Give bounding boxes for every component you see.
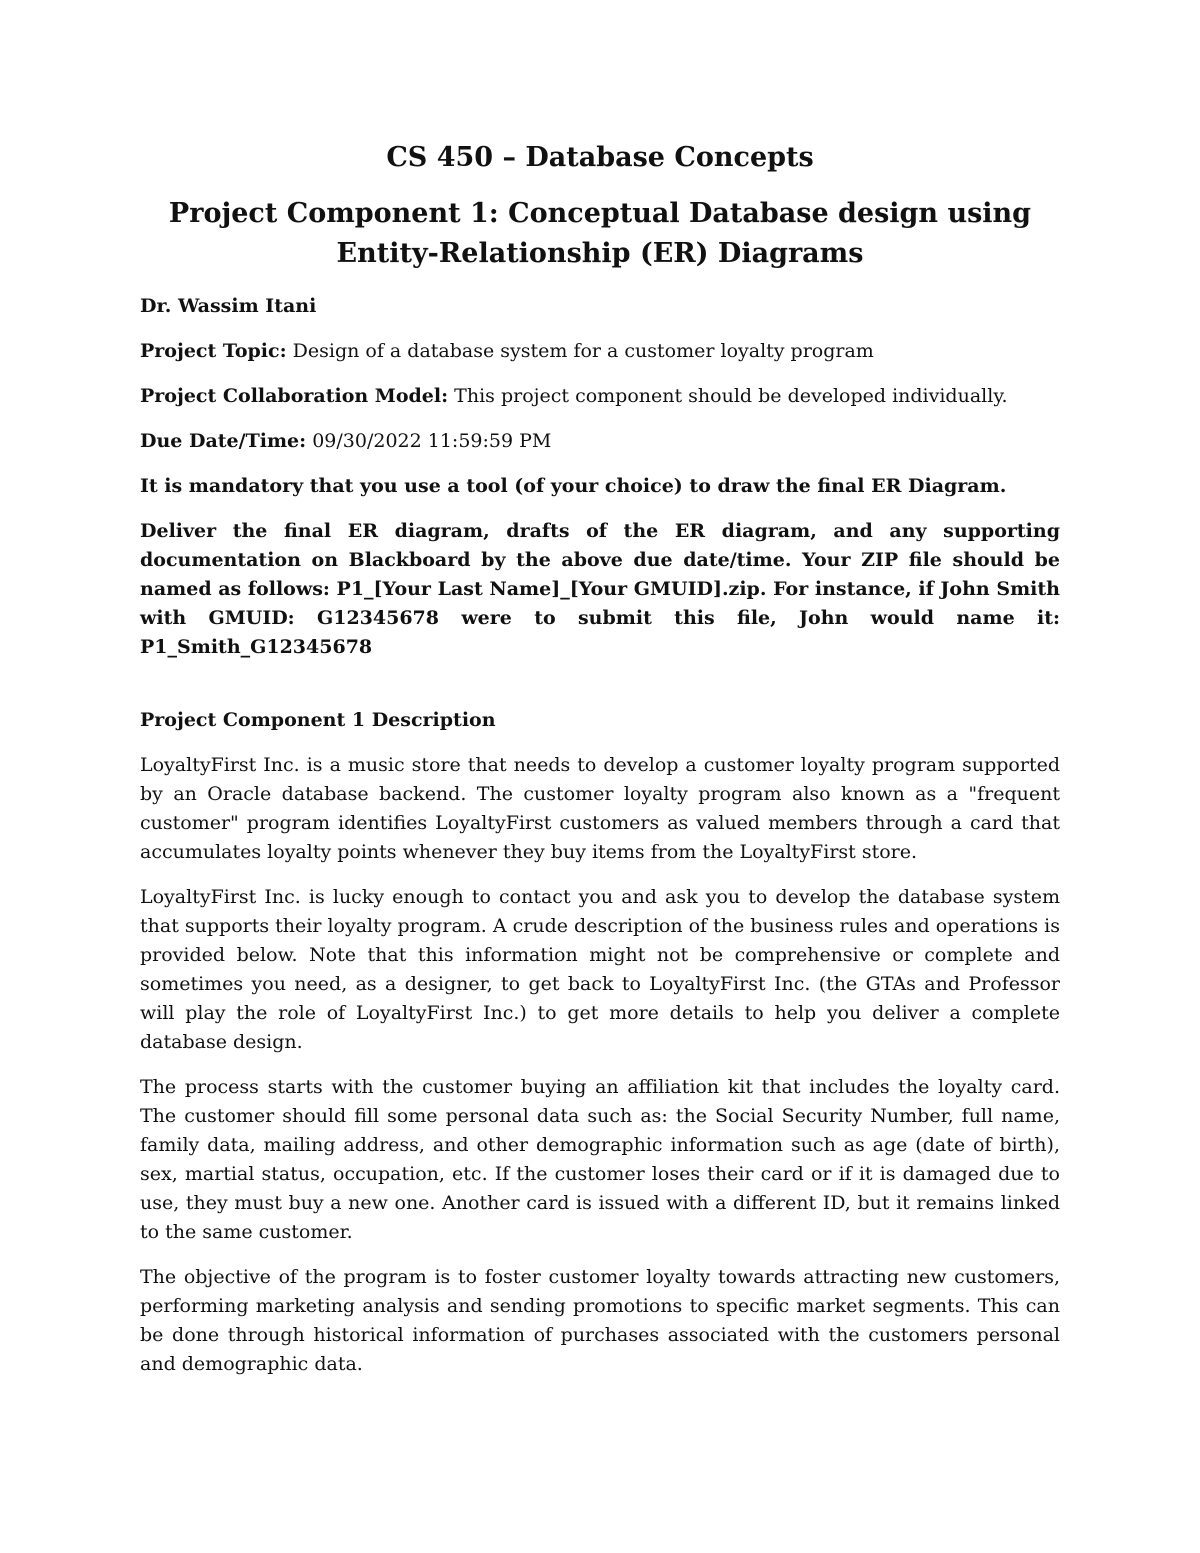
mandatory-tool-note: It is mandatory that you use a tool (of your choice) to draw the final ER Diagram. bbox=[140, 475, 1007, 497]
description-paragraph-4: The objective of the program is to foster customer loyalty towards attracting new customers, performing marketing analysis and sending promotions to specific market segments. This can be done through historical information of purchases associated with the customers personal and demographic data. bbox=[140, 1266, 1060, 1375]
description-heading: Project Component 1 Description bbox=[140, 709, 496, 731]
author-name: Dr. Wassim Itani bbox=[140, 295, 317, 317]
due-date-value: 09/30/2022 11:59:59 PM bbox=[312, 430, 552, 452]
document-page bbox=[140, 140, 1060, 1395]
due-date-label: Due Date/Time: bbox=[140, 430, 307, 452]
project-collaboration-label: Project Collaboration Model: bbox=[140, 385, 449, 407]
section-spacer bbox=[140, 678, 1060, 706]
project-topic-value: Design of a database system for a customer loyalty program bbox=[292, 340, 874, 362]
project-topic bbox=[140, 337, 1060, 366]
description-paragraph-3: The process starts with the customer buying an affiliation kit that includes the loyalty card. The customer should fill some personal data such as: the Social Security Number, full name, family data, mailing address, and other demographic information such as age (date of birth), sex, martial status, occupation, etc. If the customer loses their card or if it is damaged due to use, they must buy a new one. Another card is issued with a different ID, but it remains linked to the same customer. bbox=[140, 1076, 1060, 1243]
project-topic-label: Project Topic: bbox=[140, 340, 287, 362]
page-title: CS 450 – Database Concepts bbox=[386, 142, 814, 173]
description-paragraph-2: LoyaltyFirst Inc. is lucky enough to contact you and ask you to develop the database system that supports their loyalty program. A crude description of the business rules and operations is provided below. Note that this information might not be comprehensive or complete and sometimes you need, as a designer, to get back to LoyaltyFirst Inc. (the GTAs and Professor will play the role of LoyaltyFirst Inc.) to get more details to help you deliver a complete database design. bbox=[140, 886, 1060, 1053]
due-date bbox=[140, 427, 1060, 456]
page-subtitle: Project Component 1: Conceptual Database design using Entity-Relationship (ER) Diagrams bbox=[168, 198, 1032, 269]
description-paragraph-1: LoyaltyFirst Inc. is a music store that needs to develop a customer loyalty program supported by an Oracle database backend. The customer loyalty program also known as a "frequent customer" program identifies LoyaltyFirst customers as valued members through a card that accumulates loyalty points whenever they buy items from the LoyaltyFirst store. bbox=[140, 754, 1060, 863]
project-collaboration bbox=[140, 382, 1060, 411]
delivery-instructions: Deliver the final ER diagram, drafts of the ER diagram, and any supporting documentation on Blackboard by the above due date/time. Your ZIP file should be named as follows: P1_[Your Last Name]_[Your GMUID].zip. For instance, if John Smith with GMUID: G12345678 were to submit this file, John would name it: P1_Smith_G12345678 bbox=[140, 520, 1060, 658]
project-collaboration-value: This project component should be developed individually. bbox=[454, 385, 1008, 407]
